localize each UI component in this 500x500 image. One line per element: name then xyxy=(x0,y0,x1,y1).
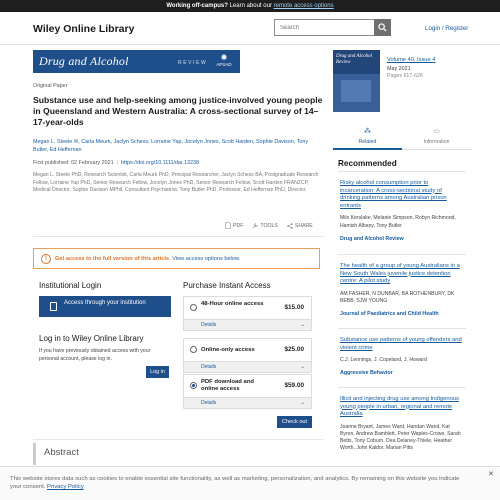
view-access-options-link[interactable]: View access options below. xyxy=(170,256,241,262)
tools-label: TOOLS xyxy=(260,222,278,229)
access-notice-bold: Get access to the full version of this article. xyxy=(55,256,171,262)
wiley-login-title: Log in to Wiley Online Library xyxy=(39,334,144,343)
sidebar-tabs xyxy=(333,123,472,150)
search-button[interactable] xyxy=(374,19,391,36)
journal-banner-name: Drug and Alcohol xyxy=(39,54,129,68)
journal-cover-image[interactable] xyxy=(333,50,380,112)
log-in-button[interactable]: Log in xyxy=(146,366,169,378)
society-logo xyxy=(212,53,236,70)
recommended-item-journal[interactable]: Aggressive Behavior xyxy=(340,370,393,377)
cookie-text xyxy=(10,475,465,492)
institutional-login-title: Institutional Login xyxy=(39,281,102,290)
recommended-item-authors: Joanne Bryant, James Ward, Handan Wand, Kat Byron, Andrew Bamblett, Peter Waples-Crowe, Sarah Betts, Tony Coburn, Dea Delaney-Thiele, Heather Worth, John Kaldor, Marian Pitts xyxy=(340,423,461,452)
article-type: Original Paper xyxy=(33,83,68,89)
article-title: Substance use and help-seeking among justice-involved young people in Queensland and Western Australia: A cross-sectional survey of 14–17-year-olds xyxy=(33,95,323,127)
recommended-item xyxy=(340,337,462,376)
remote-access-link[interactable]: remote access options xyxy=(273,3,334,9)
first-published-label: First published: xyxy=(33,160,70,166)
recommended-item xyxy=(340,180,462,242)
institution-icon xyxy=(50,302,57,311)
cookie-message: This website stores data such as cookies to enable essential site functionality, as well as marketing, personalization, and analytics. By remaining on this website you indicate your consent. xyxy=(10,476,460,491)
option-price: $15.00 xyxy=(284,304,304,311)
site-logo[interactable]: Wiley Online Library xyxy=(33,23,135,35)
banner-bold-text: Working off-campus? xyxy=(166,3,228,9)
journal-banner-review: REVIEW xyxy=(178,60,208,66)
recommended-item xyxy=(340,263,462,317)
issue-pages: Pages 617-626 xyxy=(387,73,423,79)
article-tools xyxy=(225,222,313,229)
tools-button[interactable] xyxy=(252,222,278,229)
tab-information[interactable] xyxy=(402,123,471,150)
tab-related[interactable] xyxy=(333,123,402,150)
login-register-link[interactable]: Login / Register xyxy=(425,25,469,32)
option-details-toggle[interactable] xyxy=(183,398,312,409)
share-label: SHARE xyxy=(294,222,313,229)
option-price: $25.00 xyxy=(284,346,304,353)
pdf-icon xyxy=(225,222,231,229)
share-button[interactable] xyxy=(287,222,313,229)
close-icon[interactable]: ✕ xyxy=(488,471,494,478)
site-header xyxy=(0,12,500,45)
option-details-label: Details xyxy=(201,322,217,328)
chevron-down-icon: ⌄ xyxy=(300,322,305,328)
wrench-icon xyxy=(252,223,258,229)
recommended-item-authors: AM FASHER, N DUNBAR, BA ROTHENBURY, DK BEBB, SJW YOUNG xyxy=(340,290,455,304)
access-notice xyxy=(33,248,320,269)
info-icon: ▭ xyxy=(433,128,440,135)
chevron-down-icon: ⌄ xyxy=(300,364,305,370)
search-box xyxy=(274,19,391,36)
option-name: PDF download and online access xyxy=(201,379,255,393)
option-details-label: Details xyxy=(201,400,217,406)
recommended-item-title[interactable]: Illicit and injecting drug use among Indigenous young people in urban, regional and remote Australia xyxy=(340,396,459,418)
recommended-item xyxy=(340,396,462,453)
recommended-title: Recommended xyxy=(338,159,397,168)
related-icon: ⁂ xyxy=(364,128,371,135)
purchase-title: Purchase Instant Access xyxy=(183,281,271,290)
wiley-login-description: If you have previously obtained access with your personal account, please log in. xyxy=(39,348,151,362)
pdf-button[interactable] xyxy=(225,222,243,229)
society-name: APSAD xyxy=(216,62,232,67)
cookie-banner xyxy=(0,466,500,500)
option-details-toggle[interactable] xyxy=(183,362,312,373)
option-radio-selected[interactable] xyxy=(190,382,197,389)
recommended-item-journal[interactable]: Journal of Paediatrics and Child Health xyxy=(340,311,439,318)
pdf-label: PDF xyxy=(233,222,244,229)
purchase-option[interactable] xyxy=(183,338,312,373)
option-name: Online-only access xyxy=(201,347,255,353)
option-details-toggle[interactable] xyxy=(183,320,312,331)
tab-information-label: Information xyxy=(423,139,450,145)
tab-related-label: Related xyxy=(358,139,377,145)
divider xyxy=(33,439,323,440)
divider xyxy=(33,236,323,237)
recommended-item-title[interactable]: Risky alcohol consumption prior to incarceration: A cross-sectional study of drinking patterns among Australian prison entrants xyxy=(340,180,447,209)
search-input[interactable] xyxy=(275,20,373,35)
purchase-option[interactable] xyxy=(183,374,312,409)
author-list[interactable]: Megan L. Steele ✉, Carla Meurk, Jaclyn Schess, Lorraine Yap, Jocelyn Jones, Scott Harden, Sophie Davison, Tony Butler, Ed Heffernan xyxy=(33,139,309,154)
recommended-item-title[interactable]: Substance use patterns of young offenders and violent crime xyxy=(340,337,462,351)
alert-icon: ! xyxy=(41,254,51,264)
checkout-button[interactable]: Check out xyxy=(277,416,312,428)
author-affiliations: Megan L. Steele PhD, Research Scientist, Carla Meurk PhD, Principal Researcher, Jaclyn Schess BA, Postgraduate Research Fellow, Lorraine Yap PhD, Senior Research Fellow, Jocelyn Jones PhD, Senior Research Fellow, Scott Harden FRANZCP, Medical Director, Sophie Davison MPhil, Consultant Psychiatrist, Tony Butler PhD, Professor, Ed Heffernan PhD, Director. xyxy=(33,172,319,194)
society-mark-icon: ✺ xyxy=(220,53,228,62)
issue-link[interactable]: Volume 40, Issue 4 xyxy=(387,57,436,63)
first-published-date: 02 February 2021 xyxy=(71,160,114,166)
issue-date: May 2021 xyxy=(387,66,411,72)
search-icon xyxy=(378,23,387,32)
option-details-label: Details xyxy=(201,364,217,370)
share-icon xyxy=(287,223,293,229)
publication-info: First published: 02 February 2021 | https://doi.org/10.1111/dar.13238 xyxy=(33,160,199,166)
journal-banner[interactable] xyxy=(33,50,240,73)
option-name: 48-Hour online access xyxy=(201,301,264,307)
recommended-item-journal[interactable]: Drug and Alcohol Review xyxy=(340,235,404,242)
recommended-item-title[interactable]: The health of a group of young Australians in a New South Wales juvenile justice detention centre: A pilot study xyxy=(340,263,460,285)
recommended-item-authors: Milo Kerslake, Melanie Simpson, Robyn Richmond, Hamish Albany, Tony Butler xyxy=(340,215,456,229)
option-radio[interactable] xyxy=(190,346,197,353)
option-radio[interactable] xyxy=(190,304,197,311)
recommended-item-authors: C.J. Lennings, J. Copeland, J. Howard xyxy=(340,357,427,364)
doi-link[interactable]: https://doi.org/10.1111/dar.13238 xyxy=(121,160,199,166)
cover-title: Drug and Alcohol Review xyxy=(336,54,373,65)
abstract-heading[interactable]: Abstract xyxy=(33,443,323,465)
option-price: $59.00 xyxy=(284,382,304,389)
purchase-option[interactable] xyxy=(183,296,312,331)
banner-text: Learn about our xyxy=(227,3,274,9)
privacy-policy-link[interactable]: Privacy Policy xyxy=(47,484,84,491)
access-notice-text xyxy=(55,256,240,262)
institution-access-button[interactable] xyxy=(39,296,171,317)
chevron-down-icon: ⌄ xyxy=(300,400,305,406)
institution-access-label: Access through your institution xyxy=(64,300,146,306)
remote-access-banner xyxy=(0,0,500,12)
